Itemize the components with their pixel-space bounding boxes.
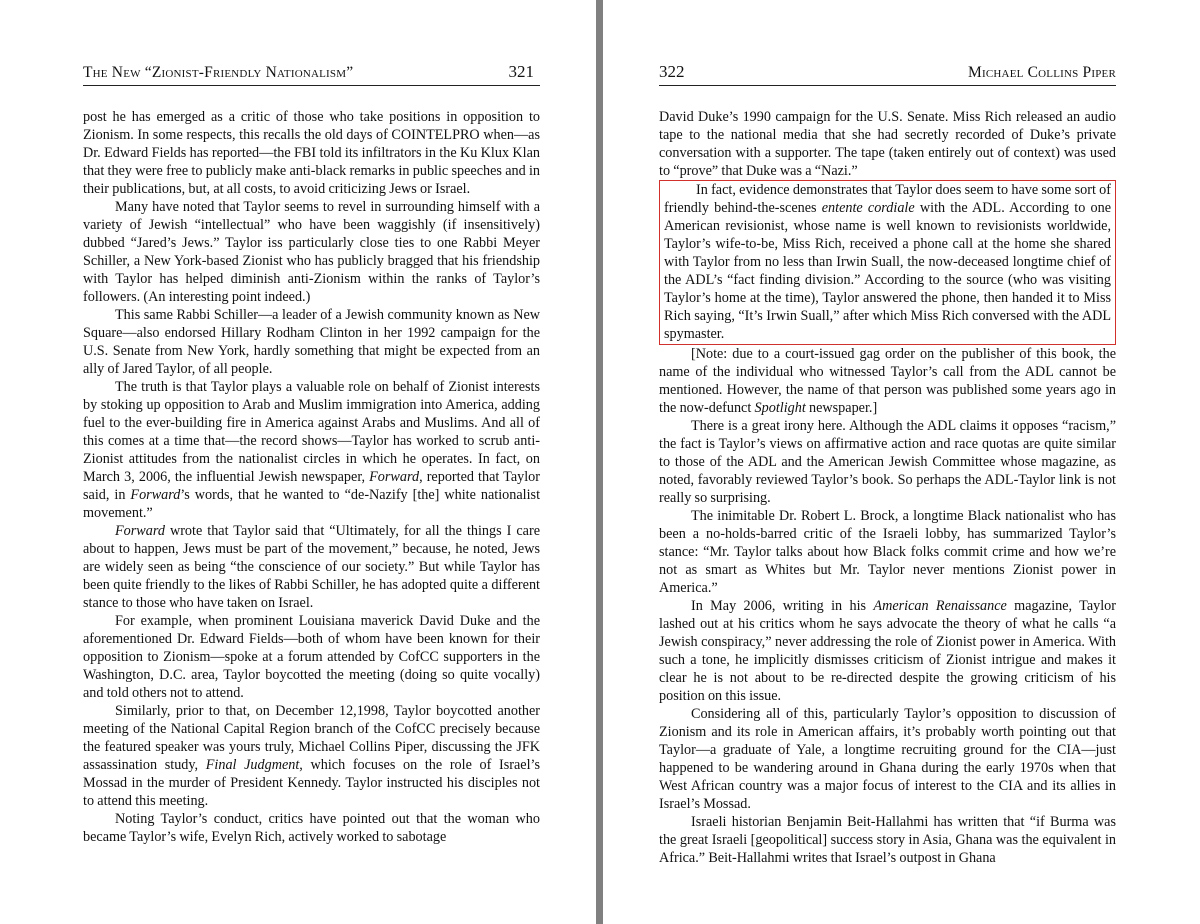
italic-title: Forward [115, 523, 165, 539]
italic-phrase: entente cordiale [821, 200, 915, 216]
text-run: [Note: due to a court-issued gag order on the publisher of this book, the name of the individual who witnessed Taylor’s call from the ADL cannot be mentioned. However, the name of that person was published some years ago in the now-defunct [659, 346, 1116, 416]
paragraph: This same Rabbi Schiller—a leader of a Jewish community known as New Square—also endorsed Hillary Rodham Clinton in her 1992 campaign for the U.S. Senate from New York, hardly something that might be expected from an ally of Jared Taylor, of all people. [83, 307, 540, 377]
left-page [0, 0, 596, 924]
paragraph: Noting Taylor’s conduct, critics have pointed out that the woman who became Taylor’s wife, Evelyn Rich, actively worked to sabotage [83, 811, 540, 845]
running-header [83, 63, 540, 86]
page-number: 322 [659, 62, 685, 81]
paragraph [83, 522, 540, 612]
paragraph: post he has emerged as a critic of those who take positions in opposition to Zionism. In some respects, this recalls the old days of COINTELPRO when—as Dr. Edward Fields has reported—the FBI told its infiltrators in the Ku Klux Klan that they were free to publicly make anti-black remarks in public speeches and in their publications, but, at all costs, to avoid criticizing Jews or Israel. [83, 109, 540, 197]
text-run: with the ADL. According to one American revisionist, whose name is well known to revisionists worldwide, Taylor’s wife-to-be, Miss Rich, received a phone call at the home she shared with Taylor from no less than Irwin Suall, the now-deceased longtime chief of the ADL’s “fact finding division.” According to the source (who was visiting Taylor’s home at the time), Taylor answered the phone, then handed it to Miss Rich saying, “It’s Irwin Suall,” after which Miss Rich conversed with the ADL spymaster. [664, 200, 1111, 342]
text-run: The truth is that Taylor plays a valuable role on behalf of Zionist interests by stoking up opposition to Arab and Muslim immigration into America, adding fuel to the ever-building fire in America against Arabs and Muslims. And all of this comes at a time that—the record shows—Taylor has worked to scrub anti-Zionist attitudes from the nationalist circles in which he operates. In fact, on March 3, 2006, the influential Jewish newspaper, [83, 379, 540, 485]
text-run: , which focuses on the role of Israel’s Mossad in the murder of President Kennedy. Taylor instructed his disciples not to attend this meeting. [83, 757, 540, 809]
header-title: The New “Zionist-Friendly Nationalism” [83, 64, 354, 81]
text-run: Similarly, prior to that, on December 12,1998, Taylor boycotted another meeting of the National Capital Region branch of the CofCC precisely because the featured speaker was yours truly, Michael Collins Piper, discussing the JFK assassination study, [83, 703, 540, 773]
paragraph: For example, when prominent Louisiana maverick David Duke and the aforementioned Dr. Edward Fields—both of whom have been known for their opposition to Zionism—spoke at a forum attended by CofCC supporters in the Washington, D.C. area, Taylor boycotted the meeting (doing so quite vocally) and told others not to attend. [83, 613, 540, 701]
header-title: Michael Collins Piper [968, 64, 1116, 81]
right-page [603, 0, 1200, 924]
page-body [659, 108, 1116, 867]
paragraph: The inimitable Dr. Robert L. Brock, a longtime Black nationalist who has been a no-holds-barred critic of the Israeli lobby, has summarized Taylor’s stance: “Mr. Taylor talks about how Black folks commit crime and how we’re not as smart as Whites but Mr. Taylor never mentions Zionist power in America.” [659, 508, 1116, 596]
italic-title: Spotlight [754, 400, 806, 416]
running-header [659, 63, 1116, 86]
italic-title: Forward [130, 487, 181, 503]
paragraph [659, 597, 1116, 705]
page-body [83, 108, 540, 846]
paragraph: Israeli historian Benjamin Beit-Hallahmi has written that “if Burma was the great Israeli [geopolitical] success story in Asia, Ghana was the equivalent in Africa.” Beit-Hallahmi writes that Israel’s outpost in Ghana [659, 814, 1116, 866]
paragraph [83, 702, 540, 810]
text-run: wrote that Taylor said that “Ultimately, for all the things I care about to happen, Jews must be part of the movement,” because, he noted, Jews are widely seen as being “the conscience of our society.” But while Taylor has been quite friendly to the likes of Rabbi Schiller, he has adopted quite a different stance to those who have taken on Israel. [83, 523, 540, 611]
italic-title: American Renaissance [873, 598, 1007, 614]
italic-title: Forward [369, 469, 420, 485]
highlighted-paragraph [659, 180, 1116, 345]
text-run: In May 2006, writing in his [691, 598, 874, 614]
text-run: magazine, Taylor lashed out at his critics whom he says advocate the theory of what he calls “a Jewish conspiracy,” never addressing the role of Zionist power in America. With such a tone, he implicitly dismisses criticism of Zionist intrigue and makes it clear he is not about to be re-directed despite the growing criticism of his position on this issue. [659, 598, 1116, 704]
text-run: In fact, evidence demonstrates that Taylor does seem to have some sort of friendly behind-the-scenes [664, 182, 1111, 216]
text-run: , reported that Taylor said, in [83, 469, 540, 503]
paragraph: There is a great irony here. Although the ADL claims it opposes “racism,” the fact is Taylor’s views on affirmative action and race quotas are quite similar to those of the ADL and the American Jewish Committee whose magazine, as noted, favorably reviewed Taylor’s book. So perhaps the ADL-Taylor link is not really so surprising. [659, 418, 1116, 506]
paragraph: Many have noted that Taylor seems to revel in surrounding himself with a variety of Jewish “intellectual” who have been waggishly (if insensitively) dubbed “Jared’s Jews.” Taylor iss particularly close ties to one Rabbi Meyer Schiller, a New York-based Zionist who has publicly bragged that his friendship with Taylor has helped diminish anti-Zionism within the ranks of Taylor’s followers. (An interesting point indeed.) [83, 199, 540, 305]
italic-title: Final Judgment [205, 757, 300, 773]
text-run: ’s words, that he wanted to “de-Nazify [the] white nationalist movement.” [83, 487, 541, 521]
paragraph [83, 378, 540, 522]
paragraph: David Duke’s 1990 campaign for the U.S. Senate. Miss Rich released an audio tape to the national media that she had secretly recorded of Duke’s private conversation with a supporter. The tape (taken entirely out of context) was used to “prove” that Duke was a “Nazi.” [659, 109, 1116, 179]
text-run: newspaper.] [805, 400, 878, 416]
page-number: 321 [508, 62, 534, 81]
paragraph: Considering all of this, particularly Taylor’s opposition to discussion of Zionism and its role in American affairs, it’s probably worth pointing out that Taylor—a graduate of Yale, a longtime recruiting ground for the CIA—just happened to be wandering around in Ghana during the early 1970s when that West African country was a major focus of interest to the CIA and its allies in Israel’s Mossad. [659, 706, 1116, 812]
paragraph [659, 345, 1116, 417]
